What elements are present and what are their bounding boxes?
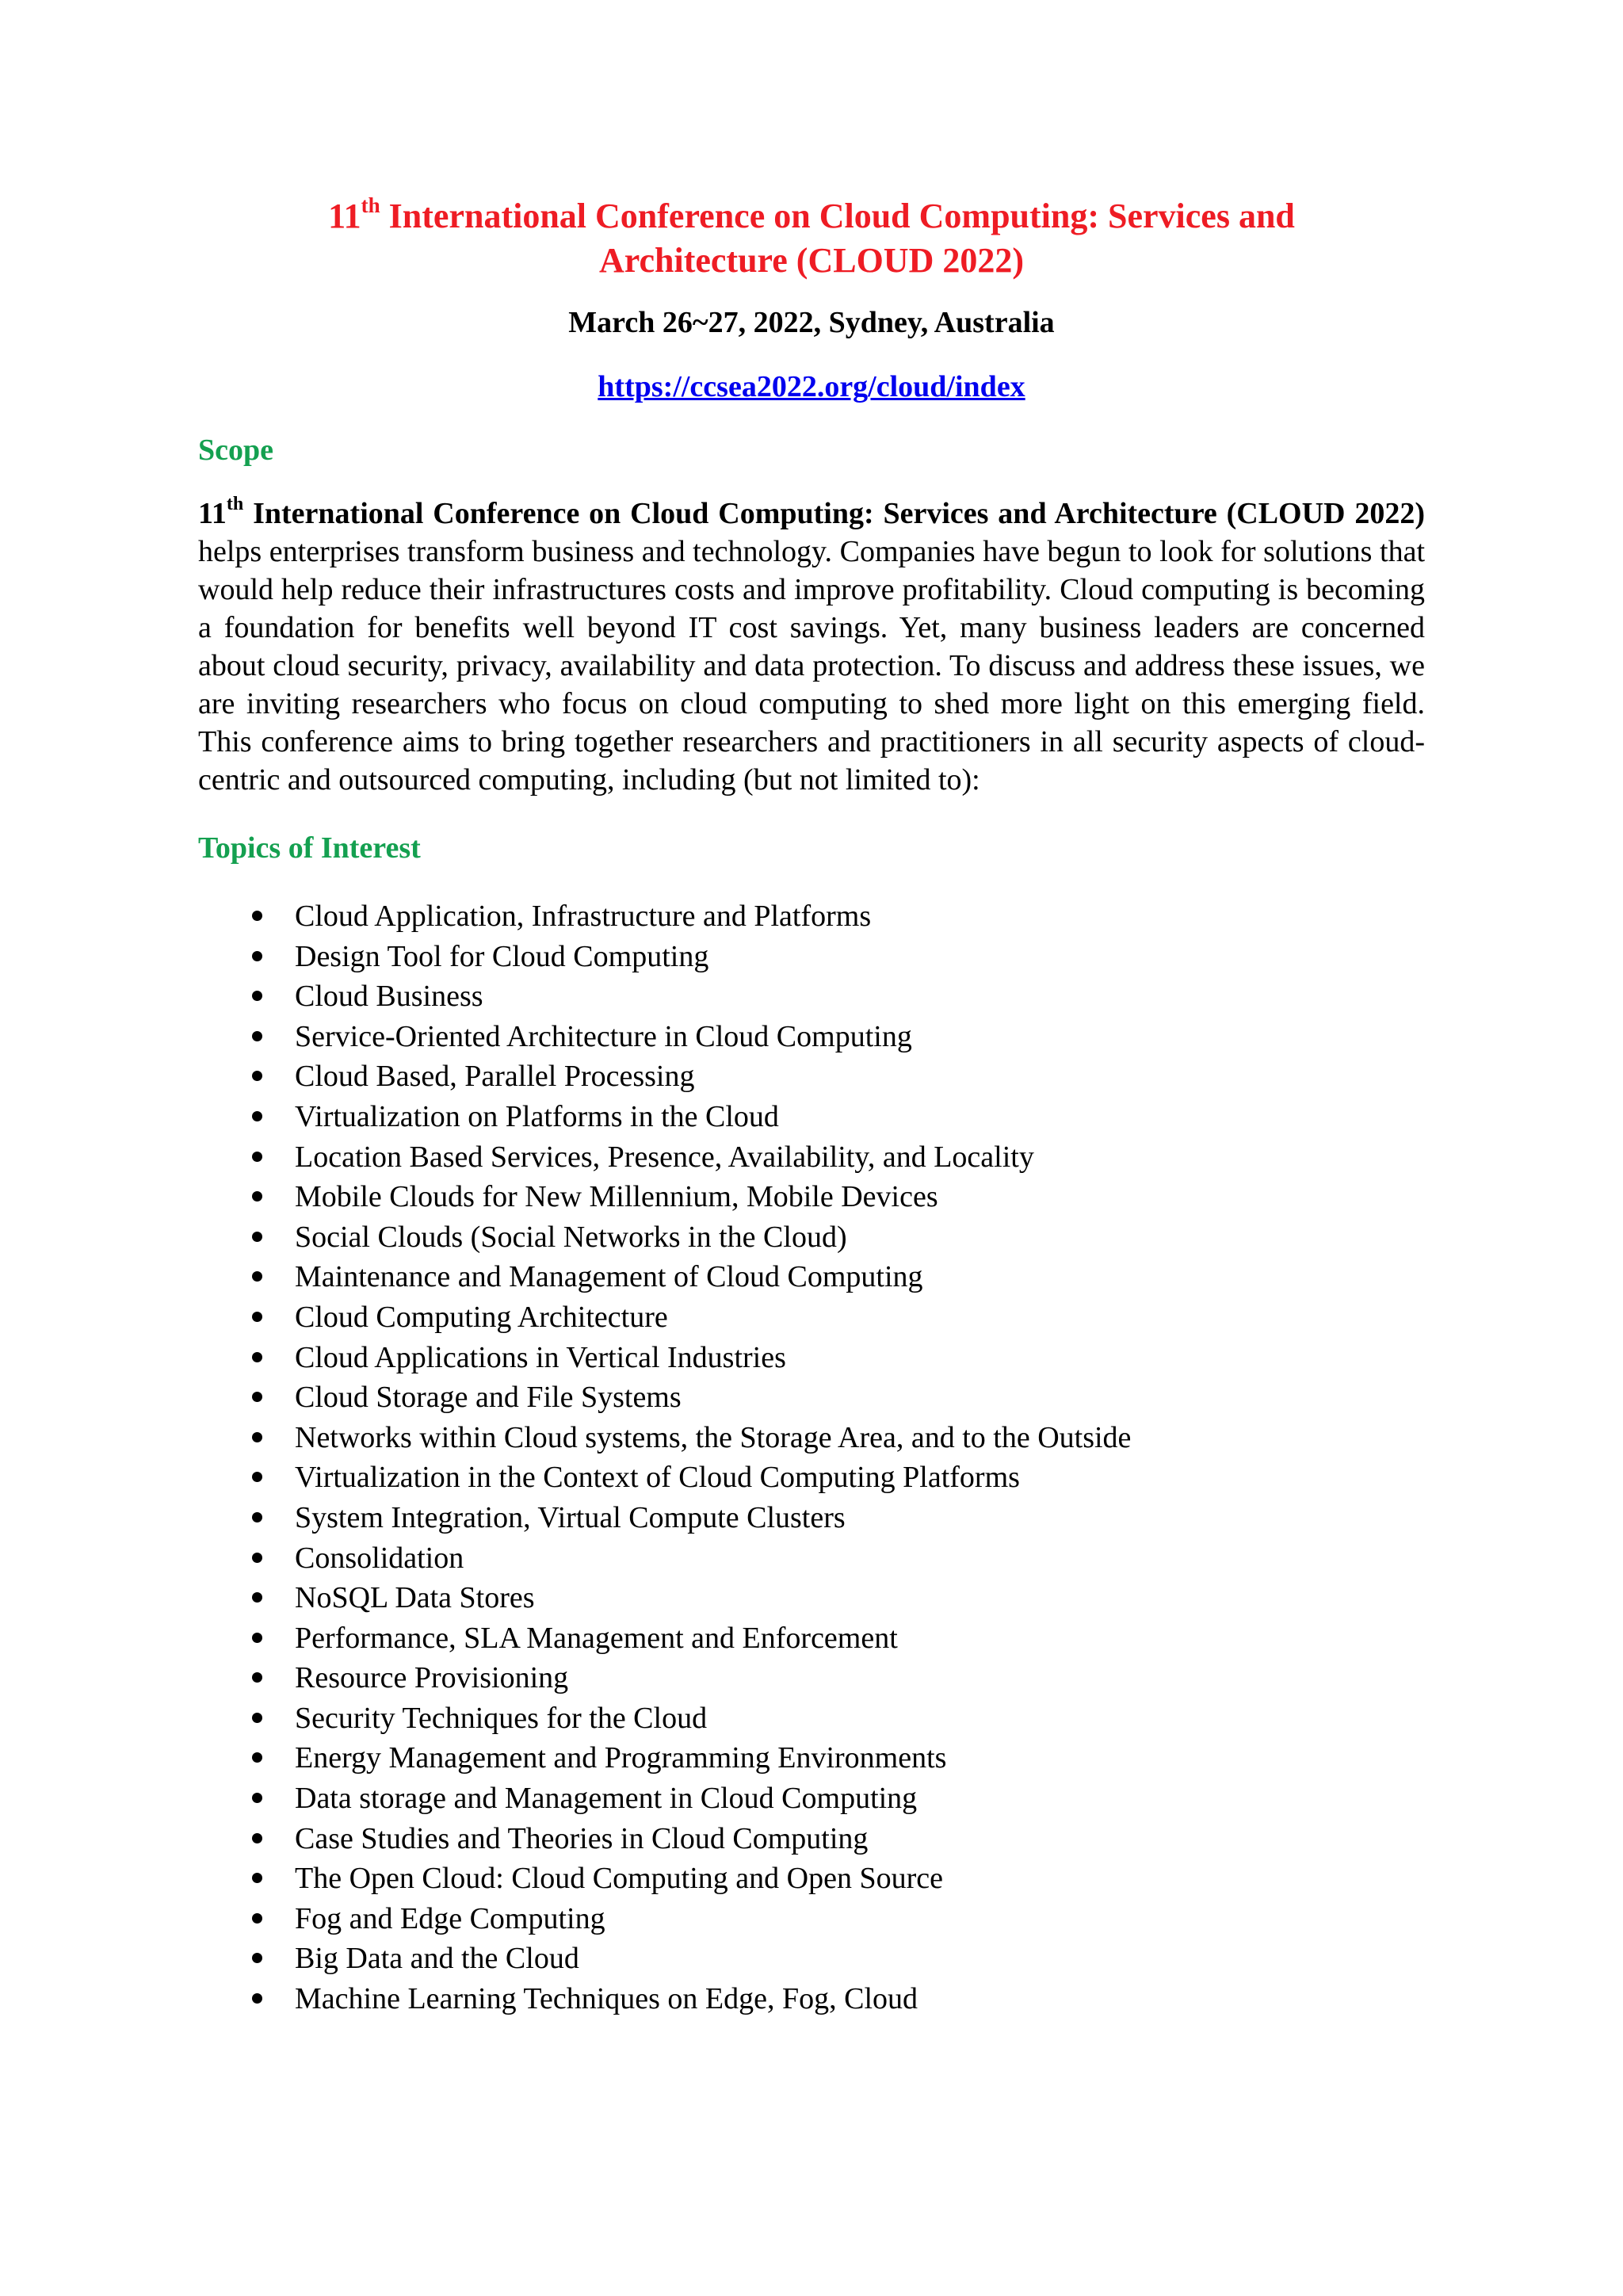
- bullet-icon: [252, 1993, 262, 2004]
- topic-label: NoSQL Data Stores: [295, 1581, 535, 1615]
- bullet-icon: [252, 991, 262, 1001]
- bullet-icon: [252, 951, 262, 961]
- list-item: [198, 1257, 1425, 1297]
- url-container: [198, 368, 1425, 406]
- topics-list: [198, 896, 1425, 2019]
- topic-label: Cloud Based, Parallel Processing: [295, 1060, 695, 1094]
- list-item: [198, 896, 1425, 937]
- list-item: [198, 1177, 1425, 1217]
- topic-label: Cloud Application, Infrastructure and Platforms: [295, 900, 872, 933]
- scope-heading: Scope: [198, 434, 273, 467]
- list-item: [198, 1017, 1425, 1057]
- bullet-icon: [252, 1633, 262, 1643]
- date-location: March 26~27, 2022, Sydney, Australia: [568, 306, 1055, 339]
- topic-label: Cloud Computing Architecture: [295, 1300, 668, 1334]
- scope-paragraph: [198, 495, 1425, 799]
- topic-label: Resource Provisioning: [295, 1661, 569, 1695]
- bullet-icon: [252, 1512, 262, 1522]
- list-item: [198, 1457, 1425, 1498]
- list-item: [198, 1859, 1425, 1899]
- conference-url-link[interactable]: https://ccsea2022.org/cloud/index: [598, 370, 1025, 403]
- list-item: [198, 1217, 1425, 1258]
- list-item: [198, 1297, 1425, 1338]
- list-item: [198, 1137, 1425, 1178]
- list-item: [198, 1538, 1425, 1579]
- bullet-icon: [252, 1191, 262, 1201]
- bullet-icon: [252, 1592, 262, 1603]
- bullet-icon: [252, 1873, 262, 1883]
- title-line-2: Architecture (CLOUD 2022): [598, 241, 1025, 280]
- scope-lead-bold: International Conference on Cloud Computing: Services and Architecture (CLOUD 2022): [243, 497, 1425, 530]
- list-item: [198, 1979, 1425, 2019]
- title-ordinal-suffix: th: [361, 193, 380, 218]
- title-number: 11: [328, 197, 361, 235]
- topic-label: Design Tool for Cloud Computing: [295, 939, 709, 973]
- list-item: [198, 1618, 1425, 1659]
- list-item: [198, 1377, 1425, 1418]
- scope-lead-number: 11: [198, 497, 227, 530]
- topic-label: Virtualization in the Context of Cloud Computing Platforms: [295, 1461, 1020, 1495]
- topic-label: Virtualization on Platforms in the Cloud: [295, 1099, 779, 1133]
- list-item: [198, 1939, 1425, 1979]
- topic-label: Mobile Clouds for New Millennium, Mobile Devices: [295, 1180, 938, 1214]
- list-item: [198, 1338, 1425, 1378]
- bullet-icon: [252, 1833, 262, 1843]
- list-item: [198, 1056, 1425, 1097]
- bullet-icon: [252, 1392, 262, 1402]
- bullet-icon: [252, 1913, 262, 1924]
- topic-label: The Open Cloud: Cloud Computing and Open Source: [295, 1862, 943, 1896]
- list-item: [198, 1819, 1425, 1859]
- bullet-icon: [252, 911, 262, 921]
- list-item: [198, 1738, 1425, 1778]
- topic-label: Energy Management and Programming Environments: [295, 1741, 947, 1775]
- topic-label: Fog and Edge Computing: [295, 1901, 605, 1935]
- list-item: [198, 1097, 1425, 1137]
- bullet-icon: [252, 1152, 262, 1162]
- list-item: [198, 1498, 1425, 1538]
- topic-label: Maintenance and Management of Cloud Computing: [295, 1260, 923, 1294]
- bullet-icon: [252, 1031, 262, 1041]
- topic-label: Security Techniques for the Cloud: [295, 1701, 708, 1735]
- topic-label: Cloud Business: [295, 980, 483, 1014]
- bullet-icon: [252, 1472, 262, 1482]
- bullet-icon: [252, 1672, 262, 1683]
- bullet-icon: [252, 1071, 262, 1081]
- list-item: [198, 1658, 1425, 1698]
- topic-label: Consolidation: [295, 1541, 464, 1575]
- bullet-icon: [252, 1271, 262, 1282]
- topic-label: Machine Learning Techniques on Edge, Fog, Cloud: [295, 1982, 918, 2016]
- list-item: [198, 976, 1425, 1017]
- bullet-icon: [252, 1352, 262, 1362]
- list-item: [198, 1418, 1425, 1458]
- bullet-icon: [252, 1953, 262, 1963]
- topic-label: Case Studies and Theories in Cloud Computing: [295, 1821, 869, 1855]
- list-item: [198, 1578, 1425, 1618]
- topic-label: Cloud Applications in Vertical Industries: [295, 1340, 786, 1374]
- scope-lead-suffix: th: [226, 494, 244, 515]
- bullet-icon: [252, 1432, 262, 1442]
- topic-label: Service-Oriented Architecture in Cloud Computing: [295, 1019, 912, 1053]
- list-item: [198, 1698, 1425, 1739]
- topic-label: Networks within Cloud systems, the Storage Area, and to the Outside: [295, 1420, 1132, 1454]
- list-item: [198, 1899, 1425, 1939]
- topic-label: Cloud Storage and File Systems: [295, 1381, 682, 1415]
- document-content: [198, 194, 1425, 2019]
- topic-label: Social Clouds (Social Networks in the Cloud): [295, 1220, 847, 1254]
- bullet-icon: [252, 1553, 262, 1563]
- topic-label: Location Based Services, Presence, Availability, and Locality: [295, 1140, 1034, 1174]
- conference-title: [198, 194, 1425, 283]
- title-text: International Conference on Cloud Computing: Services and: [380, 197, 1295, 235]
- topic-label: Data storage and Management in Cloud Computing: [295, 1782, 918, 1816]
- topic-label: Big Data and the Cloud: [295, 1942, 579, 1976]
- bullet-icon: [252, 1312, 262, 1322]
- topics-heading: Topics of Interest: [198, 831, 421, 865]
- topic-label: Performance, SLA Management and Enforcement: [295, 1621, 898, 1655]
- scope-body-text: helps enterprises transform business and technology. Companies have begun to look for solutions that would help reduce their infrastructures costs and improve profitability. Cloud computing is becoming a foundation for benefits well beyond IT cost savings. Yet, many business leaders are concerned about cloud security, privacy, availability and data protection. To discuss and address these issues, we are inviting researchers who focus on cloud computing to shed more light on this emerging field. This conference aims to bring together researchers and practitioners in all security aspects of cloud-centric and outsourced computing, including (but not limited to):: [198, 535, 1425, 797]
- bullet-icon: [252, 1111, 262, 1121]
- bullet-icon: [252, 1752, 262, 1763]
- list-item: [198, 1778, 1425, 1819]
- topic-label: System Integration, Virtual Compute Clusters: [295, 1500, 846, 1534]
- bullet-icon: [252, 1793, 262, 1803]
- bullet-icon: [252, 1713, 262, 1723]
- list-item: [198, 937, 1425, 977]
- bullet-icon: [252, 1232, 262, 1242]
